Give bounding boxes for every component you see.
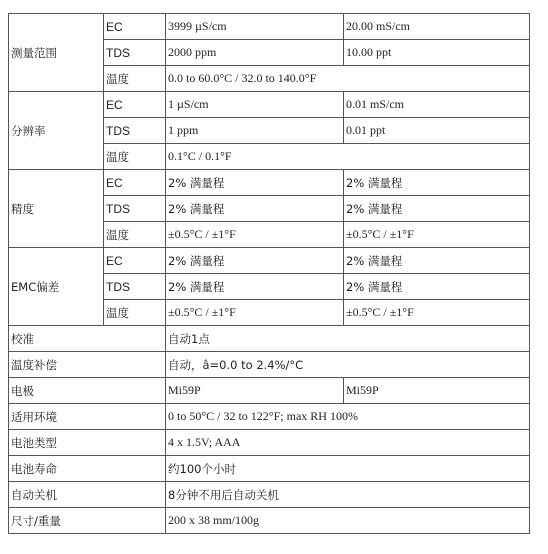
value-cell: 10.00 ppt — [344, 40, 530, 66]
param-name: 温度 — [104, 66, 166, 92]
param-name: EC — [104, 170, 166, 196]
table-row — [9, 92, 530, 118]
value-cell: Mi59P — [166, 378, 344, 404]
value-cell: 0.01 ppt — [344, 118, 530, 144]
param-name: EC — [104, 248, 166, 274]
row-label: 温度补偿 — [9, 352, 166, 378]
value-cell: 8分钟不用后自动关机 — [166, 482, 530, 508]
param-name: EC — [104, 92, 166, 118]
value-cell: 2% 满量程 — [166, 274, 344, 300]
value-cell: 2% 满量程 — [344, 248, 530, 274]
spec-table — [8, 13, 530, 534]
value-cell: 4 x 1.5V; AAA — [166, 430, 530, 456]
table-row — [9, 404, 530, 430]
param-name: 温度 — [104, 144, 166, 170]
param-name: TDS — [104, 40, 166, 66]
value-cell: 0 to 50°C / 32 to 122°F; max RH 100% — [166, 404, 530, 430]
value-cell: 自动，â=0.0 to 2.4%/°C — [166, 352, 530, 378]
param-name: TDS — [104, 118, 166, 144]
value-cell: ±0.5°C / ±1°F — [166, 222, 344, 248]
table-row — [9, 248, 530, 274]
value-cell: 约100个小时 — [166, 456, 530, 482]
row-label: 校准 — [9, 326, 166, 352]
row-label: 电池寿命 — [9, 456, 166, 482]
table-row — [9, 170, 530, 196]
group-label: EMC偏差 — [9, 248, 104, 326]
param-name: TDS — [104, 274, 166, 300]
param-name: 温度 — [104, 300, 166, 326]
value-cell: 0.1°C / 0.1°F — [166, 144, 530, 170]
group-label: 精度 — [9, 170, 104, 248]
table-row — [9, 378, 530, 404]
value-cell: ±0.5°C / ±1°F — [166, 300, 344, 326]
group-label: 测量范围 — [9, 14, 104, 92]
value-cell: 2000 ppm — [166, 40, 344, 66]
value-cell: ±0.5°C / ±1°F — [344, 300, 530, 326]
table-row — [9, 482, 530, 508]
param-name: TDS — [104, 196, 166, 222]
value-cell: 3999 µS/cm — [166, 14, 344, 40]
value-cell: 0.0 to 60.0°C / 32.0 to 140.0°F — [166, 66, 530, 92]
param-name: 温度 — [104, 222, 166, 248]
value-cell: Mi59P — [344, 378, 530, 404]
row-label: 电极 — [9, 378, 166, 404]
table-row — [9, 326, 530, 352]
row-label: 适用环境 — [9, 404, 166, 430]
row-label: 尺寸/重量 — [9, 508, 166, 534]
table-row — [9, 352, 530, 378]
row-label: 电池类型 — [9, 430, 166, 456]
value-cell: ±0.5°C / ±1°F — [344, 222, 530, 248]
value-cell: 2% 满量程 — [166, 248, 344, 274]
table-row — [9, 14, 530, 40]
table-row — [9, 430, 530, 456]
value-cell: 2% 满量程 — [344, 274, 530, 300]
value-cell: 2% 满量程 — [166, 170, 344, 196]
value-cell: 自动1点 — [166, 326, 530, 352]
table-row — [9, 508, 530, 534]
value-cell: 2% 满量程 — [166, 196, 344, 222]
value-cell: 20.00 mS/cm — [344, 14, 530, 40]
value-cell: 2% 满量程 — [344, 170, 530, 196]
group-label: 分辨率 — [9, 92, 104, 170]
value-cell: 1 µS/cm — [166, 92, 344, 118]
row-label: 自动关机 — [9, 482, 166, 508]
table-row — [9, 456, 530, 482]
value-cell: 0.01 mS/cm — [344, 92, 530, 118]
value-cell: 1 ppm — [166, 118, 344, 144]
param-name: EC — [104, 14, 166, 40]
value-cell: 2% 满量程 — [344, 196, 530, 222]
value-cell: 200 x 38 mm/100g — [166, 508, 530, 534]
